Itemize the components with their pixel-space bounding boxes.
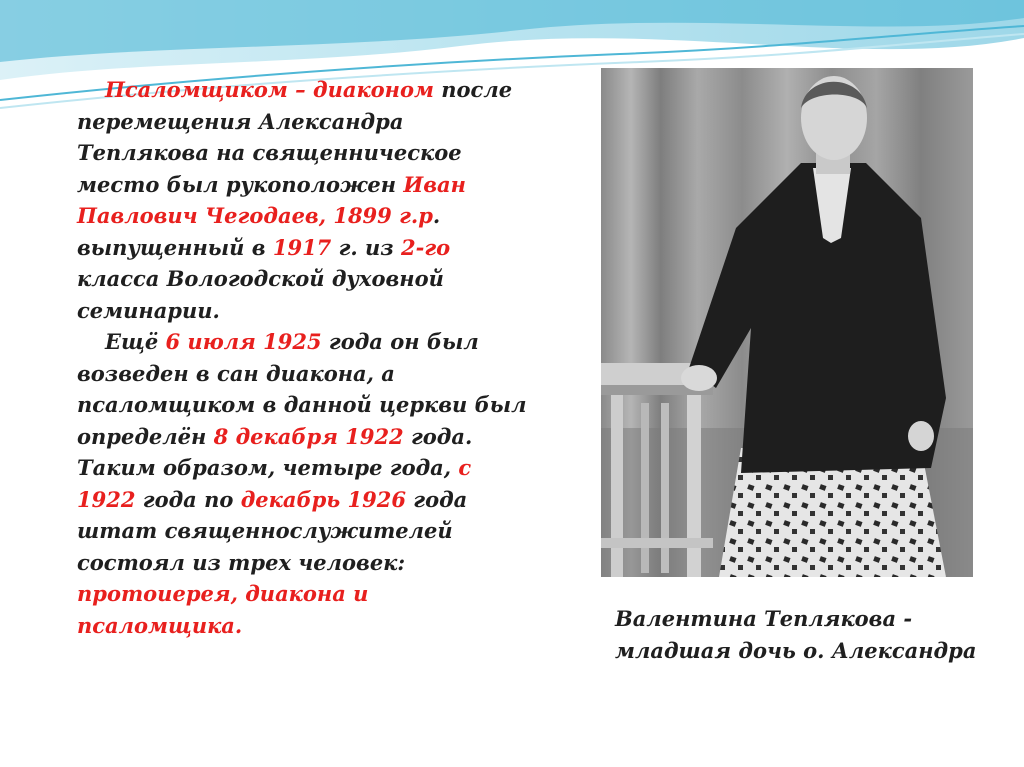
paragraph-1 — [77, 74, 527, 326]
highlight-text: Иван Павлович Чегодаев, 1899 г.р — [77, 171, 466, 228]
body-text: г. из — [331, 234, 402, 260]
body-text: года по — [135, 486, 241, 512]
body-text: класса Вологодской духовной семинарии. — [77, 266, 444, 323]
highlight-text: 1917 — [272, 234, 332, 260]
main-text — [77, 74, 527, 641]
caption-line-1: Валентина Теплякова - — [615, 606, 913, 631]
body-text: после перемещения Александра Теплякова на священническое место был рукоположен — [77, 77, 513, 197]
highlight-text: 2-го — [401, 234, 451, 260]
highlight-text: 8 декабря 1922 — [213, 423, 404, 449]
body-text: года штат священнослужителей состоял из трех человек: — [77, 486, 468, 575]
body-text: года он был возведен в сан диакона, а псаломщиком в данной церкви был определён — [77, 329, 527, 449]
portrait-photo — [601, 68, 973, 577]
highlight-text: с 1922 — [77, 455, 472, 512]
caption-line-2: младшая дочь о. Александра — [615, 637, 977, 663]
highlight-text: Псаломщиком – диаконом — [105, 77, 434, 102]
portrait-photo-icon — [601, 68, 973, 577]
body-text: года. Таким образом, четыре года, — [77, 423, 473, 480]
photo-caption — [615, 603, 1010, 666]
highlight-text: декабрь 1926 — [240, 486, 406, 512]
body-text: . выпущенный в — [77, 203, 441, 260]
highlight-text: 6 июля 1925 — [165, 329, 322, 354]
paragraph-2 — [77, 326, 527, 641]
body-text: Ещё — [105, 329, 166, 354]
highlight-text: протоиерея, диакона и псаломщика. — [77, 581, 369, 638]
